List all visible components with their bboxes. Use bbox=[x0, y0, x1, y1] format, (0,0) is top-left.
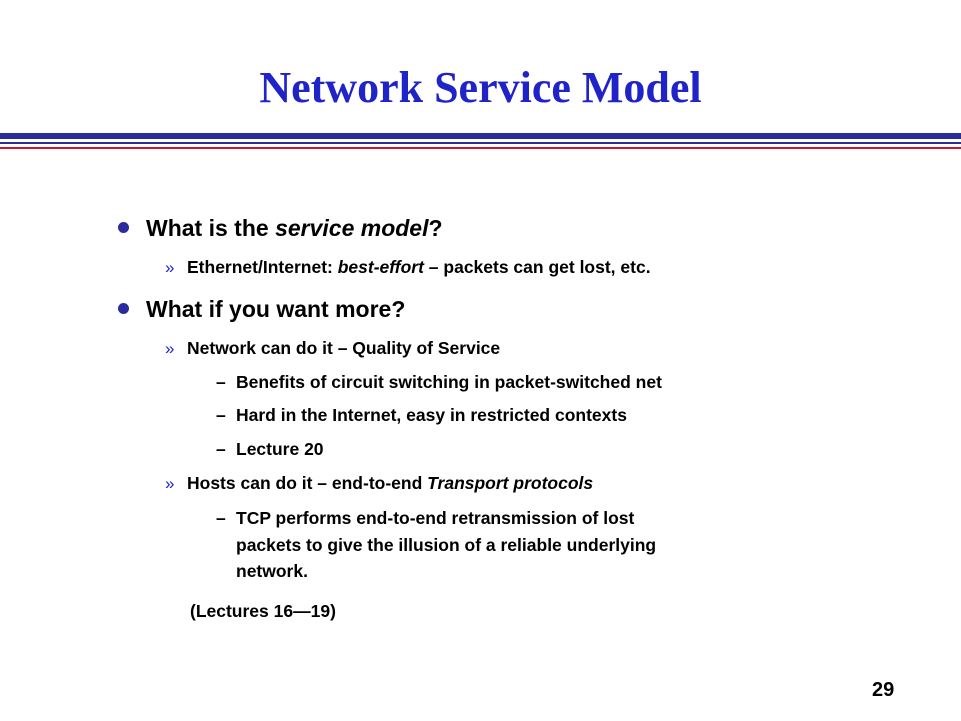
point-hard-in-internet: Hard in the Internet, easy in restricted contexts bbox=[236, 405, 627, 425]
sub-bullet-icon: » bbox=[165, 474, 175, 493]
page-number: 29 bbox=[872, 679, 895, 701]
sub-bullet-emphasis: best-effort bbox=[337, 257, 424, 277]
lectures-note: (Lectures 16—19) bbox=[190, 601, 336, 621]
bullet-icon bbox=[118, 303, 129, 314]
sub-bullet-text: Hosts can do it – end-to-end bbox=[187, 473, 428, 493]
point-tcp-line-2: packets to give the illusion of a reliable underlying bbox=[236, 535, 657, 555]
bullet-text: ? bbox=[428, 215, 443, 241]
bullet-emphasis: service model bbox=[275, 215, 429, 241]
point-tcp-line-1: TCP performs end-to-end retransmission of lost bbox=[236, 508, 635, 528]
dash-bullet-icon: – bbox=[216, 439, 226, 459]
dash-bullet-icon: – bbox=[216, 405, 226, 425]
dash-bullet-icon: – bbox=[216, 372, 226, 392]
sub-bullet-hosts-transport bbox=[187, 475, 593, 493]
sub-bullet-text: Ethernet/Internet: bbox=[187, 257, 338, 277]
point-tcp-line-3: network. bbox=[236, 561, 308, 581]
header-rule-thick bbox=[0, 133, 961, 139]
sub-bullet-emphasis: Transport protocols bbox=[427, 473, 594, 493]
dash-bullet-icon: – bbox=[216, 508, 226, 528]
bullet-text: What is the bbox=[146, 215, 276, 241]
sub-bullet-network-qos: Network can do it – Quality of Service bbox=[187, 338, 501, 358]
point-lecture-20: Lecture 20 bbox=[236, 439, 324, 459]
bullet-service-model bbox=[146, 217, 443, 240]
header-rule-red bbox=[0, 147, 961, 149]
bullet-want-more: What if you want more? bbox=[146, 296, 406, 322]
sub-bullet-icon: » bbox=[165, 258, 175, 277]
header-rule-thin-blue bbox=[0, 142, 961, 144]
bullet-icon bbox=[118, 222, 129, 233]
sub-bullet-icon: » bbox=[165, 339, 175, 358]
sub-bullet-text: – packets can get lost, etc. bbox=[423, 257, 651, 277]
point-circuit-switching: Benefits of circuit switching in packet-switched net bbox=[236, 372, 662, 392]
slide-title: Network Service Model bbox=[259, 63, 702, 112]
sub-bullet-best-effort bbox=[187, 259, 651, 277]
